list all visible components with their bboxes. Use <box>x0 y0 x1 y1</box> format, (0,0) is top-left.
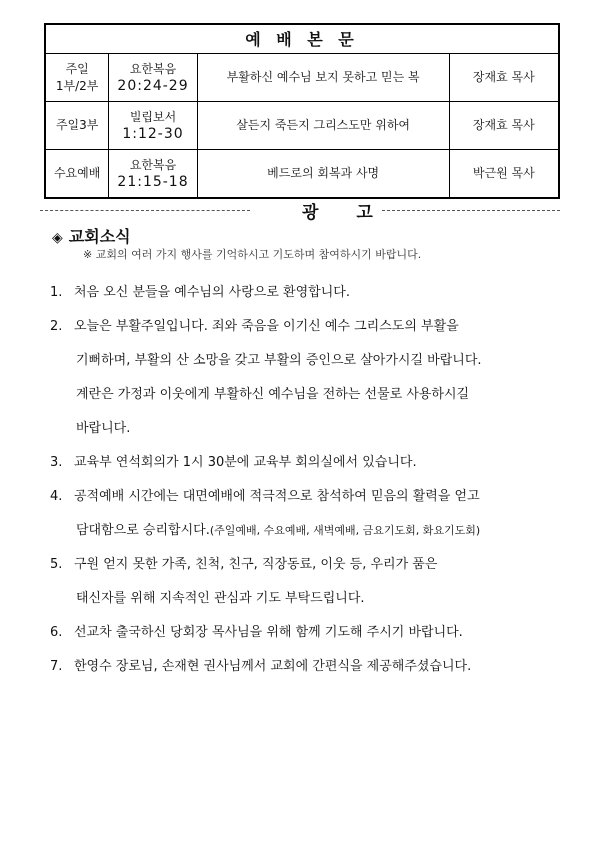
service-name: 주일 1부/2부 <box>45 54 109 102</box>
item-text: 기뻐하며, 부활의 산 소망을 갖고 부활의 증인으로 살아가시길 바랍니다. <box>76 353 482 368</box>
preacher: 박근원 목사 <box>449 150 559 199</box>
sermon-row <box>45 150 559 199</box>
scripture-ref: 21:15-18 <box>117 173 189 190</box>
scripture <box>109 102 197 150</box>
section-note: ※ 교회의 여러 가지 행사를 기억하시고 기도하며 참여하시기 바랍니다. <box>83 248 422 261</box>
sermon-row <box>45 54 559 102</box>
list-item <box>50 650 570 684</box>
item-number: 6. <box>50 625 63 640</box>
scripture-book: 요한복음 <box>129 157 177 172</box>
list-item <box>50 480 570 548</box>
section-heading <box>52 224 131 247</box>
announcement-separator <box>40 198 560 223</box>
item-text: 계란은 가정과 이웃에게 부활하신 예수님을 전하는 선물로 사용하시길 <box>76 387 470 402</box>
scripture-book: 빌립보서 <box>129 109 177 124</box>
preacher: 장재효 목사 <box>449 54 559 102</box>
sermon-row <box>45 102 559 150</box>
item-number: 3. <box>50 455 63 470</box>
item-text: 공적예배 시간에는 대면예배에 적극적으로 참석하여 믿음의 활력을 얻고 <box>74 489 480 504</box>
sermon-table <box>44 23 560 199</box>
announcement-list <box>50 276 570 684</box>
service-name: 주일3부 <box>45 102 109 150</box>
sermon-table-title: 예 배 본 문 <box>45 24 559 54</box>
list-item <box>50 548 570 616</box>
scripture <box>109 150 197 199</box>
scripture-ref: 20:24-29 <box>117 77 189 94</box>
list-item <box>50 310 570 446</box>
item-text: 태신자를 위해 지속적인 관심과 기도 부탁드립니다. <box>76 591 365 606</box>
scripture-ref: 1:12-30 <box>122 125 184 142</box>
preacher: 장재효 목사 <box>449 102 559 150</box>
item-number: 4. <box>50 489 63 504</box>
item-subtext: (주일예배, 수요예배, 새벽예배, 금요기도회, 화요기도회) <box>209 524 481 537</box>
sermon-title: 베드로의 회복과 사명 <box>197 150 449 199</box>
item-text: 담대함으로 승리합시다.(주일예배, 수요예배, 새벽예배, 금요기도회, 화요기도회) <box>76 523 481 538</box>
scripture <box>109 54 197 102</box>
section-heading-text: 교회소식 <box>68 227 131 246</box>
item-number: 5. <box>50 557 63 572</box>
list-item <box>50 446 570 480</box>
sermon-title: 살든지 죽든지 그리스도만 위하여 <box>197 102 449 150</box>
list-item <box>50 616 570 650</box>
item-text: 교육부 연석회의가 1시 30분에 교육부 회의실에서 있습니다. <box>74 455 417 470</box>
item-number: 2. <box>50 319 63 334</box>
sermon-title: 부활하신 예수님 보지 못하고 믿는 복 <box>197 54 449 102</box>
divider <box>40 210 250 211</box>
diamond-bullet-icon: ◈ <box>52 230 63 246</box>
item-number: 7. <box>50 659 63 674</box>
item-text: 처음 오신 분들을 예수님의 사랑으로 환영합니다. <box>74 285 350 300</box>
divider <box>382 210 560 211</box>
item-text: 바랍니다. <box>76 421 131 436</box>
item-text: 한영수 장로님, 손재현 권사님께서 교회에 간편식을 제공해주셨습니다. <box>74 659 472 674</box>
list-item <box>50 276 570 310</box>
scripture-book: 요한복음 <box>129 61 177 76</box>
announcement-title: 광 고 <box>302 203 389 223</box>
service-name: 수요예배 <box>45 150 109 199</box>
item-text: 구원 얻지 못한 가족, 친척, 친구, 직장동료, 이웃 등, 우리가 품은 <box>74 557 438 572</box>
item-text: 선교차 출국하신 당회장 목사님을 위해 함께 기도해 주시기 바랍니다. <box>74 625 463 640</box>
item-text: 오늘은 부활주일입니다. 죄와 죽음을 이기신 예수 그리스도의 부활을 <box>74 319 459 334</box>
item-number: 1. <box>50 285 63 300</box>
